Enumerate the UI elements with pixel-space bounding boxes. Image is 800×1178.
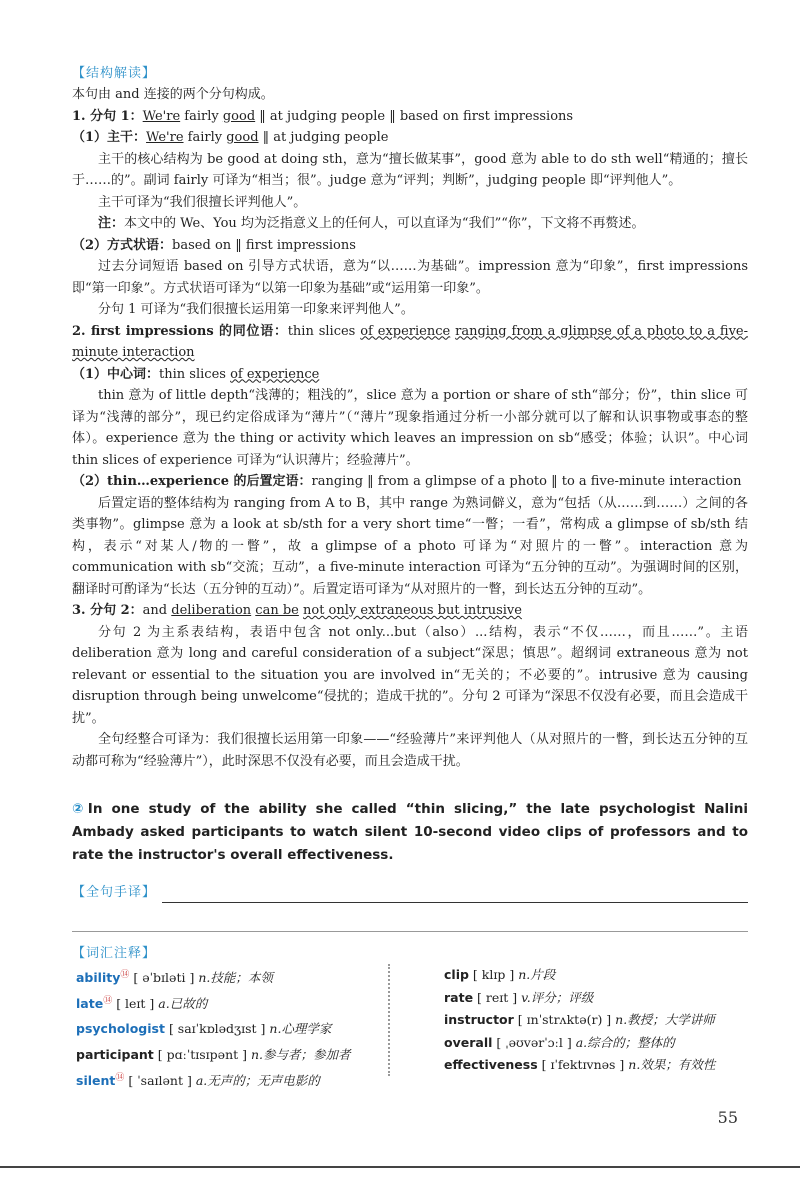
appositive-of: of experience: [360, 323, 451, 339]
sentence-number: ②: [72, 801, 88, 817]
vocab-item: [76, 1041, 351, 1067]
clause1-translation: 分句 1 可译为“我们很擅长运用第一印象来评判他人”。: [98, 302, 414, 317]
vocab-word: instructor: [444, 1012, 514, 1027]
main-text: fairly: [183, 130, 227, 145]
vocab-word: late: [76, 995, 104, 1011]
clause1-line: [72, 106, 748, 128]
note-text: 本文中的 We、You 均为泛指意义上的任何人，可以直译为“我们”“你”，下文将不再赘述。: [124, 216, 645, 231]
postmod-title: （2）thin…experience 的后置定语：: [72, 474, 312, 489]
vocab-word: rate: [444, 989, 474, 1005]
clause2-line: [72, 600, 748, 622]
vocab-left-column: [76, 964, 351, 1092]
clause1-text: fairly: [180, 108, 223, 124]
postmod-line: [72, 471, 748, 493]
head-of: of experience: [230, 366, 320, 382]
clause2-explanation: 分句 2 为主系表结构，表语中包含 not only...but（also）...结构，表示“不仅……，而且……”。主语 deliberation 意为 long and careful consideration of a subject“深思；慎思”。超纲词 extraneous 意为 not relevant or essential to the situation you are involved in“无关的；不必要的”。intrusive 意为 causing disruption through being unwelcome“侵扰的；造成干扰的”。分句 2 可译为“深思不仅没有必要，而且会造成干扰”。: [72, 624, 748, 726]
vocab-ipa: [ pɑːˈtɪsɪpənt ]: [157, 1047, 248, 1063]
freq-badge: ⑭: [103, 995, 113, 1006]
vocab-def: a.综合的；整体的: [575, 1034, 675, 1050]
main-explanation: 主干的核心结构为 be good at doing sth，意为“擅长做某事”，good 意为 able to do sth well“精通的；擅长于……的”。副词 fairly 可译为“相当；很”。judge 意为“评判；判断”，judging people 即“评判他人”。: [72, 151, 748, 188]
main-rest: ‖ at judging people: [258, 130, 389, 145]
main-predicative: good: [226, 130, 259, 145]
head-text: thin slices: [159, 366, 231, 382]
postmod-explanation: 后置定语的整体结构为 ranging from A to B，其中 range 为熟词僻义，意为“包括（从……到……）之间的各类事物”。glimpse 意为 a look at sb/sth for a very short time“一瞥；一看”，常构成 a glimpse of sb/sth 结构，表示“对某人/物的一瞥”，故 a glimpse of a photo 可译为“对照片的一瞥”。interaction 意为 communication with sb“交流；互动”，a five-minute interaction 可译为“五分钟的互动”。为强调时间的区别，翻译时可酌译为“长达（五分钟的互动）”。后置定语可译为“从对照片的一瞥，到长达五分钟的互动”。: [72, 495, 748, 597]
section-tag-analysis: 【 结构解读 】: [72, 62, 156, 81]
main-line: [72, 127, 748, 149]
appositive-line: [72, 321, 748, 364]
clause2-predicative: not only extraneous but intrusive: [303, 603, 522, 618]
vocab-word: clip: [444, 967, 469, 982]
vocab-item: [444, 987, 715, 1010]
vocab-item: [76, 1067, 351, 1093]
vocab-ipa: [ ˈsaɪlənt ]: [128, 1072, 192, 1088]
vocab-word: overall: [444, 1034, 493, 1050]
vocab-word: silent: [76, 1072, 116, 1088]
main-title: （1）主干：: [72, 130, 147, 145]
clause2-verb: can be: [255, 603, 299, 618]
vocab-ipa: [ ɪˈfektɪvnəs ]: [541, 1057, 625, 1072]
main-translation: 主干可译为“我们很擅长评判他人”。: [98, 194, 307, 210]
full-translation: 全句经整合可译为：我们很擅长运用第一印象——“经验薄片”来评判他人（从对照片的一瞥，到长达五分钟的互动都可称为“经验薄片”），此时深思不仅没有必要，而且会造成干扰。: [72, 732, 748, 769]
vocab-item: [76, 1015, 351, 1041]
vocab-def: n.片段: [518, 967, 556, 982]
vocab-def: a.无声的；无声电影的: [195, 1072, 320, 1088]
vocab-word: psychologist: [76, 1021, 165, 1037]
appositive-title: 2. first impressions 的同位语：: [72, 323, 288, 339]
translation-blank: [72, 881, 748, 903]
freq-badge: ⑭: [115, 1072, 125, 1083]
head-explanation: thin 意为 of little depth“浅薄的；粗浅的”，slice 意为 a portion or share of sth“部分；份”，thin slice 可译为“浅薄的部分”，现已约定俗成译为“薄片”（“薄片”现象指通过分析一小部分就可以了解和认识事物或事态的整体）。experience 意为 the thing or activity which leaves an impression on sb“感受；体验；认识”。中心词 thin slices of experience 可译为“认识薄片；经验薄片”。: [72, 388, 748, 468]
head-line: [72, 364, 748, 386]
freq-badge: ⑭: [120, 970, 130, 980]
vocab-def: v.评分；评级: [521, 989, 594, 1005]
vocab-def: n.效果；有效性: [628, 1057, 716, 1072]
vocab-word: effectiveness: [444, 1057, 538, 1072]
page-content: [72, 62, 748, 1088]
main-subject: We're: [146, 130, 184, 145]
vocab-item: [444, 1009, 715, 1032]
divider: [72, 931, 748, 932]
clause1-subject: We're: [142, 108, 181, 124]
column-separator: [388, 964, 400, 1076]
vocab-item: [76, 964, 351, 990]
footer-rule: [0, 1166, 800, 1168]
vocab-ipa: [ əˈbɪləti ]: [133, 970, 195, 986]
section-tag-translation: 【 全句手译 】: [72, 881, 156, 900]
note-line: [72, 213, 748, 235]
vocab-def: n.教授；大学讲师: [615, 1012, 715, 1027]
clause1-title: 1. 分句 1：: [72, 108, 143, 124]
vocab-ipa: [ reɪt ]: [477, 989, 518, 1005]
translation-line[interactable]: [162, 886, 748, 903]
intro-text: 本句由 and 连接的两个分句构成。: [72, 87, 274, 102]
vocab-ipa: [ leɪt ]: [116, 995, 155, 1011]
vocab-def: n.参与者；参加者: [251, 1047, 351, 1063]
vocab-ipa: [ ˌəʊvərˈɔːl ]: [496, 1034, 572, 1050]
appositive-head: thin slices: [287, 323, 361, 339]
note-title: 注：: [98, 216, 125, 231]
vocab-right-column: [444, 964, 715, 1077]
vocab-word: ability: [76, 970, 121, 986]
vocab-def: n.技能；本领: [198, 970, 273, 986]
adverbial-title: （2）方式状语：: [72, 237, 173, 253]
vocab-section: [72, 942, 748, 1088]
vocab-ipa: [ klɪp ]: [472, 967, 515, 982]
vocab-ipa: [ ɪnˈstrʌktə(r) ]: [517, 1012, 612, 1027]
vocab-item: [76, 990, 351, 1016]
vocab-def: a.已故的: [158, 995, 208, 1011]
next-sentence: [72, 798, 748, 867]
adverbial-explanation: 过去分词短语 based on 引导方式状语，意为“以……为基础”。impression 意为“印象”，first impressions 即“第一印象”。方式状语可译为“以第一印象为基础”或“运用第一印象”。: [72, 259, 748, 296]
vocab-def: n.心理学家: [269, 1021, 332, 1037]
section-tag-vocab: 【 词汇注释 】: [72, 942, 156, 961]
vocab-item: [444, 1054, 715, 1077]
head-title: （1）中心词：: [72, 366, 160, 382]
clause2-and: and: [142, 603, 172, 618]
clause2-title: 3. 分句 2：: [72, 603, 143, 618]
postmod-text: ranging ‖ from a glimpse of a photo ‖ to a five-minute interaction: [311, 474, 742, 489]
clause2-subject: deliberation: [171, 603, 252, 618]
appositive-ranging: ranging from a glimpse of a photo to a five-minute interaction: [72, 323, 748, 360]
vocab-ipa: [ saɪˈkɒlədʒɪst ]: [168, 1021, 266, 1037]
adverbial-text: based on ‖ first impressions: [172, 237, 356, 253]
adverbial-line: [72, 235, 748, 257]
vocab-word: participant: [76, 1047, 154, 1063]
vocab-item: [444, 1032, 715, 1055]
vocab-item: [444, 964, 715, 987]
sentence-text: In one study of the ability she called “thin slicing,” the late psychologist Nalini Ambady asked participants to watch silent 10-second video clips of professors and to rate the instructor's overall effectiveness.: [72, 801, 748, 863]
clause1-rest: ‖ at judging people ‖ based on first impressions: [255, 108, 574, 124]
clause1-predicative: good: [222, 108, 256, 124]
page-number: 55: [717, 1108, 738, 1127]
